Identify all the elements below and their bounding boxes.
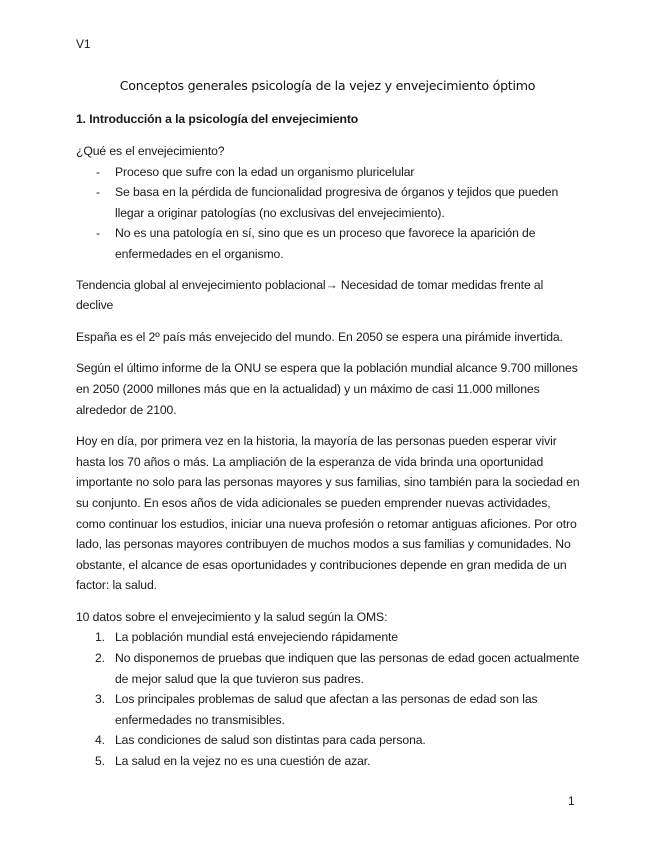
oms-list bbox=[76, 627, 581, 771]
list-item bbox=[76, 223, 581, 264]
paragraph-espana: España es el 2º país más envejecido del mundo. En 2050 se espera una pirámide invertida. bbox=[76, 329, 563, 344]
list-number: 2. bbox=[95, 651, 105, 666]
list-item bbox=[76, 648, 581, 689]
list-item-text: Se basa en la pérdida de funcionalidad progresiva de órganos y tejidos que pueden llegar a originar patologías (no exclusivas del envejecimiento). bbox=[115, 185, 559, 220]
section-heading: 1. Introducción a la psicología del envejecimiento bbox=[76, 112, 359, 126]
list-item-text: Proceso que sufre con la edad un organismo pluricelular bbox=[115, 164, 415, 179]
version-label: V1 bbox=[76, 37, 91, 51]
paragraph-tendencia: Tendencia global al envejecimiento poblacional→ Necesidad de tomar medidas frente al declive bbox=[76, 277, 544, 313]
list-item bbox=[76, 730, 581, 751]
paragraph-onu: Según el último informe de la ONU se espera que la población mundial alcance 9.700 millones en 2050 (2000 millones más que en la actualidad) y un máximo de casi 11.000 millones alrededor de 2100. bbox=[76, 361, 578, 417]
list-item-text: No disponemos de pruebas que indiquen que las personas de edad gocen actualmente de mejor salud que la que tuvieron sus padres. bbox=[115, 651, 580, 686]
list-number: 5. bbox=[95, 754, 105, 769]
list-item-text: Los principales problemas de salud que afectan a las personas de edad son las enfermedades no transmisibles. bbox=[115, 692, 538, 727]
dash-bullet: - bbox=[96, 185, 100, 200]
list-item-text: No es una patología en sí, sino que es un proceso que favorece la aparición de enfermedades en el organismo. bbox=[115, 226, 536, 261]
list-number: 3. bbox=[95, 692, 105, 707]
dash-bullet: - bbox=[96, 226, 100, 241]
document-title: Conceptos generales psicología de la vejez y envejecimiento óptimo bbox=[119, 78, 536, 93]
definition-list bbox=[76, 162, 581, 265]
dash-bullet: - bbox=[96, 164, 100, 179]
list-item-text: Las condiciones de salud son distintas para cada persona. bbox=[115, 733, 426, 748]
document-body bbox=[76, 111, 581, 772]
page-number: 1 bbox=[568, 794, 575, 808]
oms-intro: 10 datos sobre el envejecimiento y la salud según la OMS: bbox=[76, 609, 388, 624]
list-number: 1. bbox=[95, 630, 105, 645]
list-item bbox=[76, 627, 581, 648]
paragraph-hoy: Hoy en día, por primera vez en la historia, la mayoría de las personas pueden esperar vivir hasta los 70 años o más. La ampliación de la esperanza de vida brinda una oportunidad importante no solo para las personas mayores y sus familias, sino también para la sociedad en su conjunto. En esos años de vida adicionales se pueden emprender nuevas actividades, como continuar los estudios, iniciar una nueva profesión o retomar antiguas aficiones. Por otro lado, las personas mayores contribuyen de muchos modos a sus familias y comunidades. No obstante, el alcance de esas oportunidades y contribuciones depende en gran medida de un factor: la salud. bbox=[76, 434, 580, 593]
list-item bbox=[76, 162, 581, 183]
list-item bbox=[76, 751, 581, 772]
list-item bbox=[76, 182, 581, 223]
list-number: 4. bbox=[95, 733, 105, 748]
list-item-text: La salud en la vejez no es una cuestión de azar. bbox=[115, 754, 371, 769]
list-item bbox=[76, 689, 581, 730]
list-item-text: La población mundial está envejeciendo rápidamente bbox=[115, 630, 398, 645]
question-text: ¿Qué es el envejecimiento? bbox=[76, 144, 225, 158]
